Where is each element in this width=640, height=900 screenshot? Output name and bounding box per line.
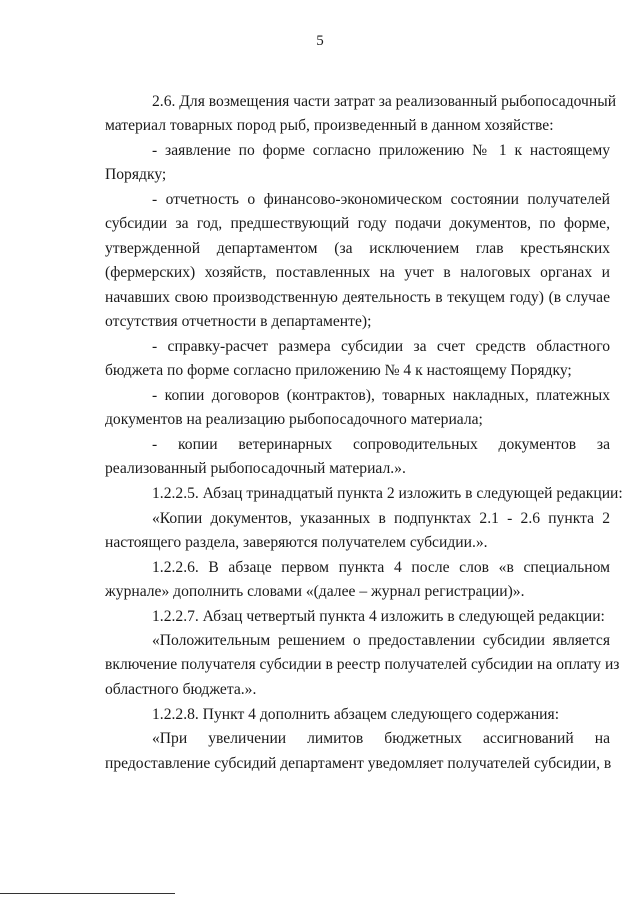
text-line: субсидии за год, предшествующий году подачи документов, по форме, [105,215,610,232]
text-line: «Положительным решением о предоставлении субсидии является [152,632,610,649]
text-line: - заявление по форме согласно приложению № 1 к настоящему [152,142,610,159]
text-line: 1.2.2.6. В абзаце первом пункта 4 после слов «в специальном [152,559,610,576]
text-line: документов на реализацию рыбопосадочного материала; [105,411,483,428]
text-line: материал товарных пород рыб, произведенный в данном хозяйстве: [105,117,554,134]
text-line: утвержденной департаментом (за исключением глав крестьянских [105,240,610,257]
text-line: настоящего раздела, заверяются получателем субсидии.». [105,534,488,551]
text-line: реализованный рыбопосадочный материал.». [105,460,406,477]
text-line: включение получателя субсидии в реестр получателей субсидии на оплату из [105,656,620,673]
text-line: Порядку; [105,166,167,183]
text-line: «Копии документов, указанных в подпунктах 2.1 - 2.6 пункта 2 [152,510,610,527]
page-number: 5 [316,33,324,49]
text-line: (фермерских) хозяйств, поставленных на учет в налоговых органах и [105,264,610,281]
text-line: 1.2.2.5. Абзац тринадцатый пункта 2 изложить в следующей редакции: [152,485,623,502]
text-line: - отчетность о финансово-экономическом состоянии получателей [152,191,610,208]
text-line: журнале» дополнить словами «(далее – журнал регистрации)». [105,583,525,600]
text-line: предоставление субсидий департамент уведомляет получателей субсидии, в [105,755,612,772]
bottom-divider [0,893,175,894]
text-line: бюджета по форме согласно приложению № 4 к настоящему Порядку; [105,362,572,379]
text-line: - копии ветеринарных сопроводительных документов за [152,436,610,453]
text-line: 2.6. Для возмещения части затрат за реализованный рыбопосадочный [152,93,617,110]
text-line: начавших свою производственную деятельность в текущем году) (в случае [105,289,610,306]
text-line: 1.2.2.8. Пункт 4 дополнить абзацем следующего содержания: [152,706,560,723]
text-line: областного бюджета.». [105,681,257,698]
text-line: - справку-расчет размера субсидии за счет средств областного [152,338,610,355]
text-line: отсутствия отчетности в департаменте); [105,313,372,330]
text-line: «При увеличении лимитов бюджетных ассигнований на [152,730,610,747]
text-line: - копии договоров (контрактов), товарных накладных, платежных [152,387,610,404]
text-line: 1.2.2.7. Абзац четвертый пункта 4 изложить в следующей редакции: [152,608,605,625]
